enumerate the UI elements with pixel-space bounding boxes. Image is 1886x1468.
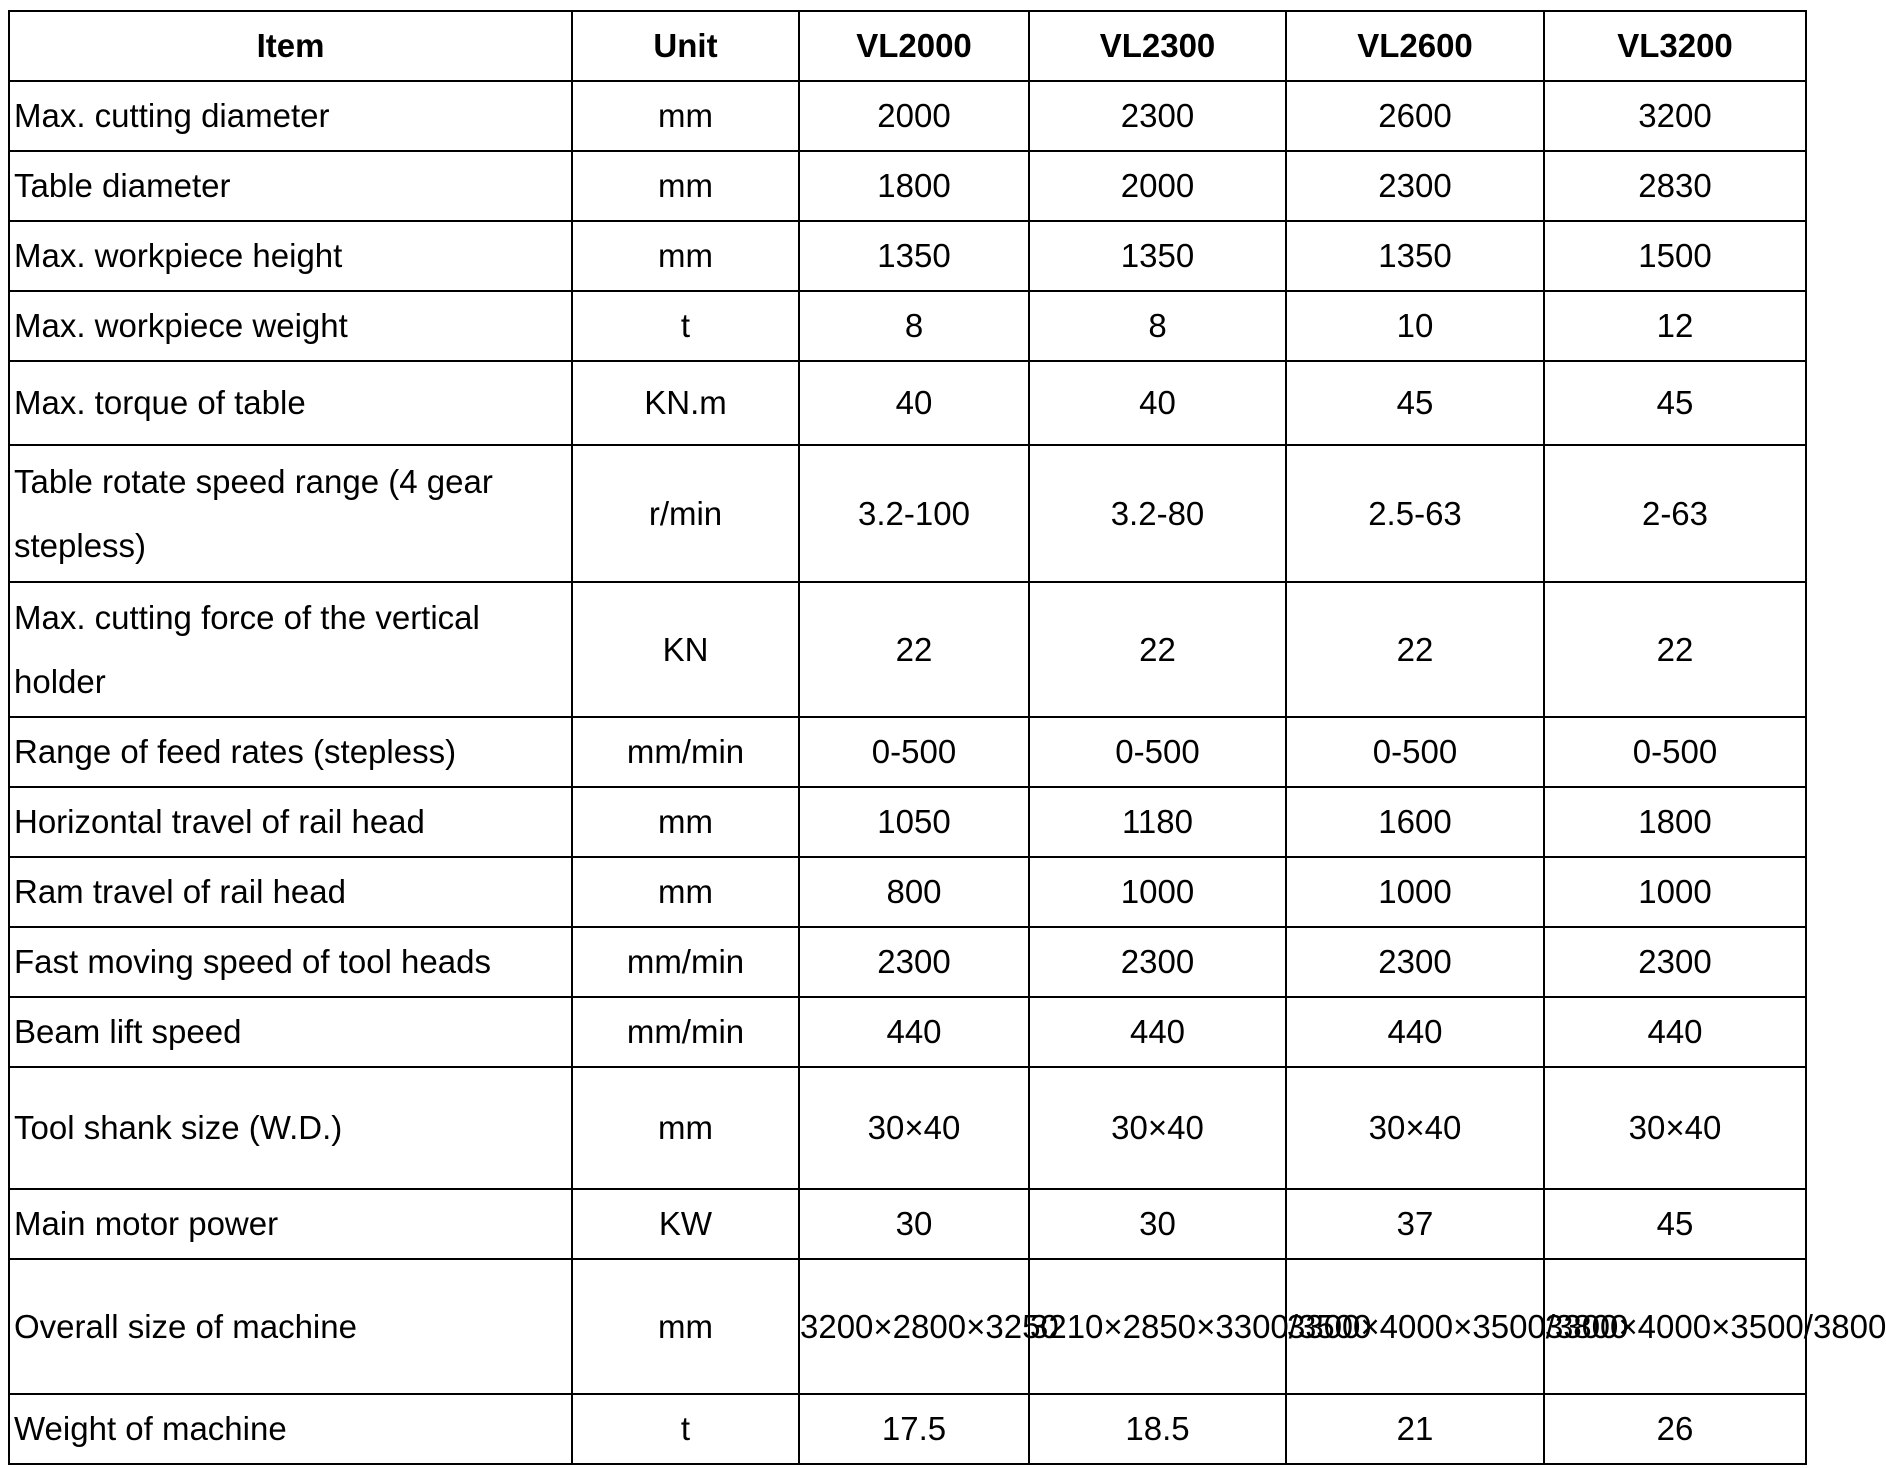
- value-cell: 2300: [1029, 927, 1286, 997]
- value-cell: 1600: [1286, 787, 1544, 857]
- header-row: [9, 11, 1806, 81]
- value-cell: 3300×4000×3500/3800: [1286, 1259, 1544, 1394]
- table-row: [9, 717, 1806, 787]
- value-cell: 1000: [1029, 857, 1286, 927]
- spec-table: [8, 10, 1886, 1465]
- value-cell: 26: [1544, 1394, 1806, 1464]
- value-cell: 1050: [799, 787, 1029, 857]
- value-cell: 1800: [799, 151, 1029, 221]
- value-cell: 40: [799, 361, 1029, 445]
- unit-cell: mm: [572, 151, 799, 221]
- value-cell: 1350: [799, 221, 1029, 291]
- value-cell: 3.2-80: [1029, 445, 1286, 582]
- value-cell: 0-500: [1544, 717, 1806, 787]
- value-cell: 40: [1029, 361, 1286, 445]
- value-cell: 0-500: [1286, 717, 1544, 787]
- unit-cell: mm/min: [572, 717, 799, 787]
- value-cell: 12: [1544, 291, 1806, 361]
- value-cell: 2.5-63: [1286, 445, 1544, 582]
- value-cell: 30×40: [799, 1067, 1029, 1189]
- value-cell: 18.5: [1029, 1394, 1286, 1464]
- value-cell: 30: [1029, 1189, 1286, 1259]
- table-row: [9, 361, 1806, 445]
- value-cell: 8: [799, 291, 1029, 361]
- value-cell: 45: [1544, 361, 1806, 445]
- item-cell: Ram travel of rail head: [9, 857, 572, 927]
- table-row: [9, 1189, 1806, 1259]
- value-cell: 21: [1286, 1394, 1544, 1464]
- value-cell: 2300: [1029, 81, 1286, 151]
- value-cell: 8: [1029, 291, 1286, 361]
- unit-cell: mm/min: [572, 997, 799, 1067]
- header-model-vl2300: VL2300: [1029, 11, 1286, 81]
- value-cell: 2300: [1286, 151, 1544, 221]
- value-cell: 45: [1286, 361, 1544, 445]
- value-cell: 440: [1544, 997, 1806, 1067]
- value-cell: 2300: [1286, 927, 1544, 997]
- unit-cell: mm/min: [572, 927, 799, 997]
- value-cell: 30: [799, 1189, 1029, 1259]
- value-cell: 1000: [1544, 857, 1806, 927]
- unit-cell: mm: [572, 1067, 799, 1189]
- item-cell: Range of feed rates (stepless): [9, 717, 572, 787]
- unit-cell: r/min: [572, 445, 799, 582]
- table-row: [9, 927, 1806, 997]
- table-row: [9, 787, 1806, 857]
- unit-cell: mm: [572, 81, 799, 151]
- value-cell: 30×40: [1286, 1067, 1544, 1189]
- item-cell: Weight of machine: [9, 1394, 572, 1464]
- item-cell: Table diameter: [9, 151, 572, 221]
- value-cell: 3200×2800×3250: [799, 1259, 1029, 1394]
- value-cell: 2300: [1544, 927, 1806, 997]
- value-cell: 1000: [1286, 857, 1544, 927]
- item-cell: Max. cutting force of the vertical holder: [9, 582, 572, 717]
- value-cell: 30×40: [1029, 1067, 1286, 1189]
- value-cell: 3300×4000×3500/3800: [1544, 1259, 1806, 1394]
- value-cell: 1350: [1286, 221, 1544, 291]
- table-row: [9, 291, 1806, 361]
- value-cell: 0-500: [1029, 717, 1286, 787]
- header-item: Item: [9, 11, 572, 81]
- item-cell: Main motor power: [9, 1189, 572, 1259]
- unit-cell: mm: [572, 787, 799, 857]
- table-row: [9, 1394, 1806, 1464]
- item-cell: Overall size of machine: [9, 1259, 572, 1394]
- unit-cell: KW: [572, 1189, 799, 1259]
- table-row: [9, 81, 1806, 151]
- item-cell: Max. cutting diameter: [9, 81, 572, 151]
- value-cell: 17.5: [799, 1394, 1029, 1464]
- unit-cell: mm: [572, 857, 799, 927]
- item-cell: Beam lift speed: [9, 997, 572, 1067]
- value-cell: 800: [799, 857, 1029, 927]
- table-row: [9, 151, 1806, 221]
- table-row: [9, 1067, 1806, 1189]
- value-cell: 0-500: [799, 717, 1029, 787]
- value-cell: 37: [1286, 1189, 1544, 1259]
- value-cell: 440: [1286, 997, 1544, 1067]
- value-cell: 22: [1286, 582, 1544, 717]
- value-cell: 3210×2850×3300/3500: [1029, 1259, 1286, 1394]
- value-cell: 22: [799, 582, 1029, 717]
- header-unit: Unit: [572, 11, 799, 81]
- table-row: [9, 1259, 1806, 1394]
- unit-cell: t: [572, 1394, 799, 1464]
- table-row: [9, 445, 1806, 582]
- value-cell: 440: [1029, 997, 1286, 1067]
- value-cell: 2830: [1544, 151, 1806, 221]
- table-row: [9, 857, 1806, 927]
- item-cell: Max. torque of table: [9, 361, 572, 445]
- value-cell: 1800: [1544, 787, 1806, 857]
- value-cell: 30×40: [1544, 1067, 1806, 1189]
- value-cell: 3200: [1544, 81, 1806, 151]
- value-cell: 10: [1286, 291, 1544, 361]
- table-row: [9, 221, 1806, 291]
- unit-cell: KN: [572, 582, 799, 717]
- unit-cell: mm: [572, 1259, 799, 1394]
- value-cell: 1350: [1029, 221, 1286, 291]
- table-row: [9, 997, 1806, 1067]
- value-cell: 2000: [799, 81, 1029, 151]
- value-cell: 1500: [1544, 221, 1806, 291]
- item-cell: Table rotate speed range (4 gear stepless): [9, 445, 572, 582]
- item-cell: Fast moving speed of tool heads: [9, 927, 572, 997]
- unit-cell: KN.m: [572, 361, 799, 445]
- value-cell: 2000: [1029, 151, 1286, 221]
- value-cell: 22: [1544, 582, 1806, 717]
- header-model-vl2600: VL2600: [1286, 11, 1544, 81]
- value-cell: 45: [1544, 1189, 1806, 1259]
- value-cell: 22: [1029, 582, 1286, 717]
- header-model-vl3200: VL3200: [1544, 11, 1806, 81]
- unit-cell: mm: [572, 221, 799, 291]
- value-cell: 2300: [799, 927, 1029, 997]
- header-model-vl2000: VL2000: [799, 11, 1029, 81]
- value-cell: 2-63: [1544, 445, 1806, 582]
- item-cell: Tool shank size (W.D.): [9, 1067, 572, 1189]
- value-cell: 440: [799, 997, 1029, 1067]
- unit-cell: t: [572, 291, 799, 361]
- item-cell: Max. workpiece weight: [9, 291, 572, 361]
- value-cell: 1180: [1029, 787, 1286, 857]
- item-cell: Horizontal travel of rail head: [9, 787, 572, 857]
- table-row: [9, 582, 1806, 717]
- item-cell: Max. workpiece height: [9, 221, 572, 291]
- value-cell: 2600: [1286, 81, 1544, 151]
- value-cell: 3.2-100: [799, 445, 1029, 582]
